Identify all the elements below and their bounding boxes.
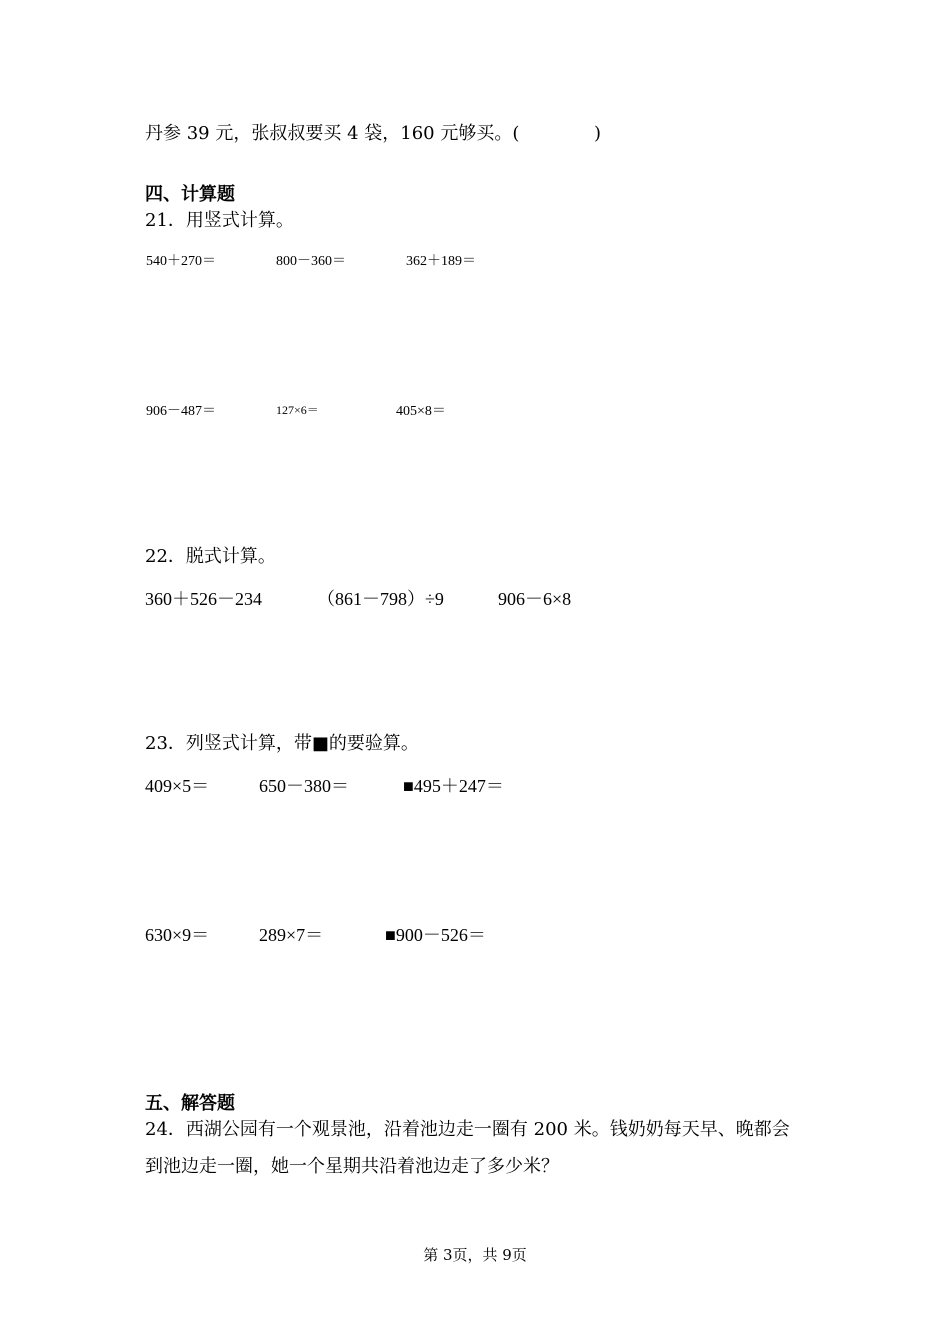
q23-expr-4: 630×9＝ xyxy=(145,925,210,945)
question-22-label: 22．脱式计算。 xyxy=(145,546,276,567)
q21-expr-4: 906－487＝ xyxy=(146,404,216,419)
page-footer: 第 3页，共 9页 xyxy=(423,1246,527,1264)
q23-expr-2: 650－380＝ xyxy=(259,776,349,796)
q21-expr-5: 127×6＝ xyxy=(276,403,319,417)
q23-expr-1: 409×5＝ xyxy=(145,776,210,796)
q22-expr-3: 906－6×8 xyxy=(498,589,572,609)
q22-expr-2: （861－798）÷9 xyxy=(317,589,444,609)
section-4-heading: 四、计算题 xyxy=(145,184,235,205)
question-20-answer-close: ) xyxy=(594,123,602,144)
q23-expr-6: ■900－526＝ xyxy=(385,925,486,945)
q22-expr-1: 360＋526－234 xyxy=(145,589,262,609)
q21-expr-1: 540＋270＝ xyxy=(146,254,216,269)
section-5-heading: 五、解答题 xyxy=(145,1093,235,1114)
question-21-label: 21．用竖式计算。 xyxy=(145,210,294,231)
question-20-text: 丹参 39 元，张叔叔要买 4 袋，160 元够买。( xyxy=(145,123,520,144)
question-24-line-1: 24．西湖公园有一个观景池，沿着池边走一圈有 200 米。钱奶奶每天早、晚都会 xyxy=(145,1119,790,1140)
question-23-label: 23．列竖式计算，带■的要验算。 xyxy=(145,733,419,754)
question-24-line-2: 到池边走一圈，她一个星期共沿着池边走了多少米？ xyxy=(145,1156,559,1177)
q21-expr-2: 800－360＝ xyxy=(276,254,346,269)
q21-expr-3: 362＋189＝ xyxy=(406,254,476,269)
q23-expr-5: 289×7＝ xyxy=(259,925,324,945)
q21-expr-6: 405×8＝ xyxy=(396,404,446,419)
q23-expr-3: ■495＋247＝ xyxy=(403,776,504,796)
